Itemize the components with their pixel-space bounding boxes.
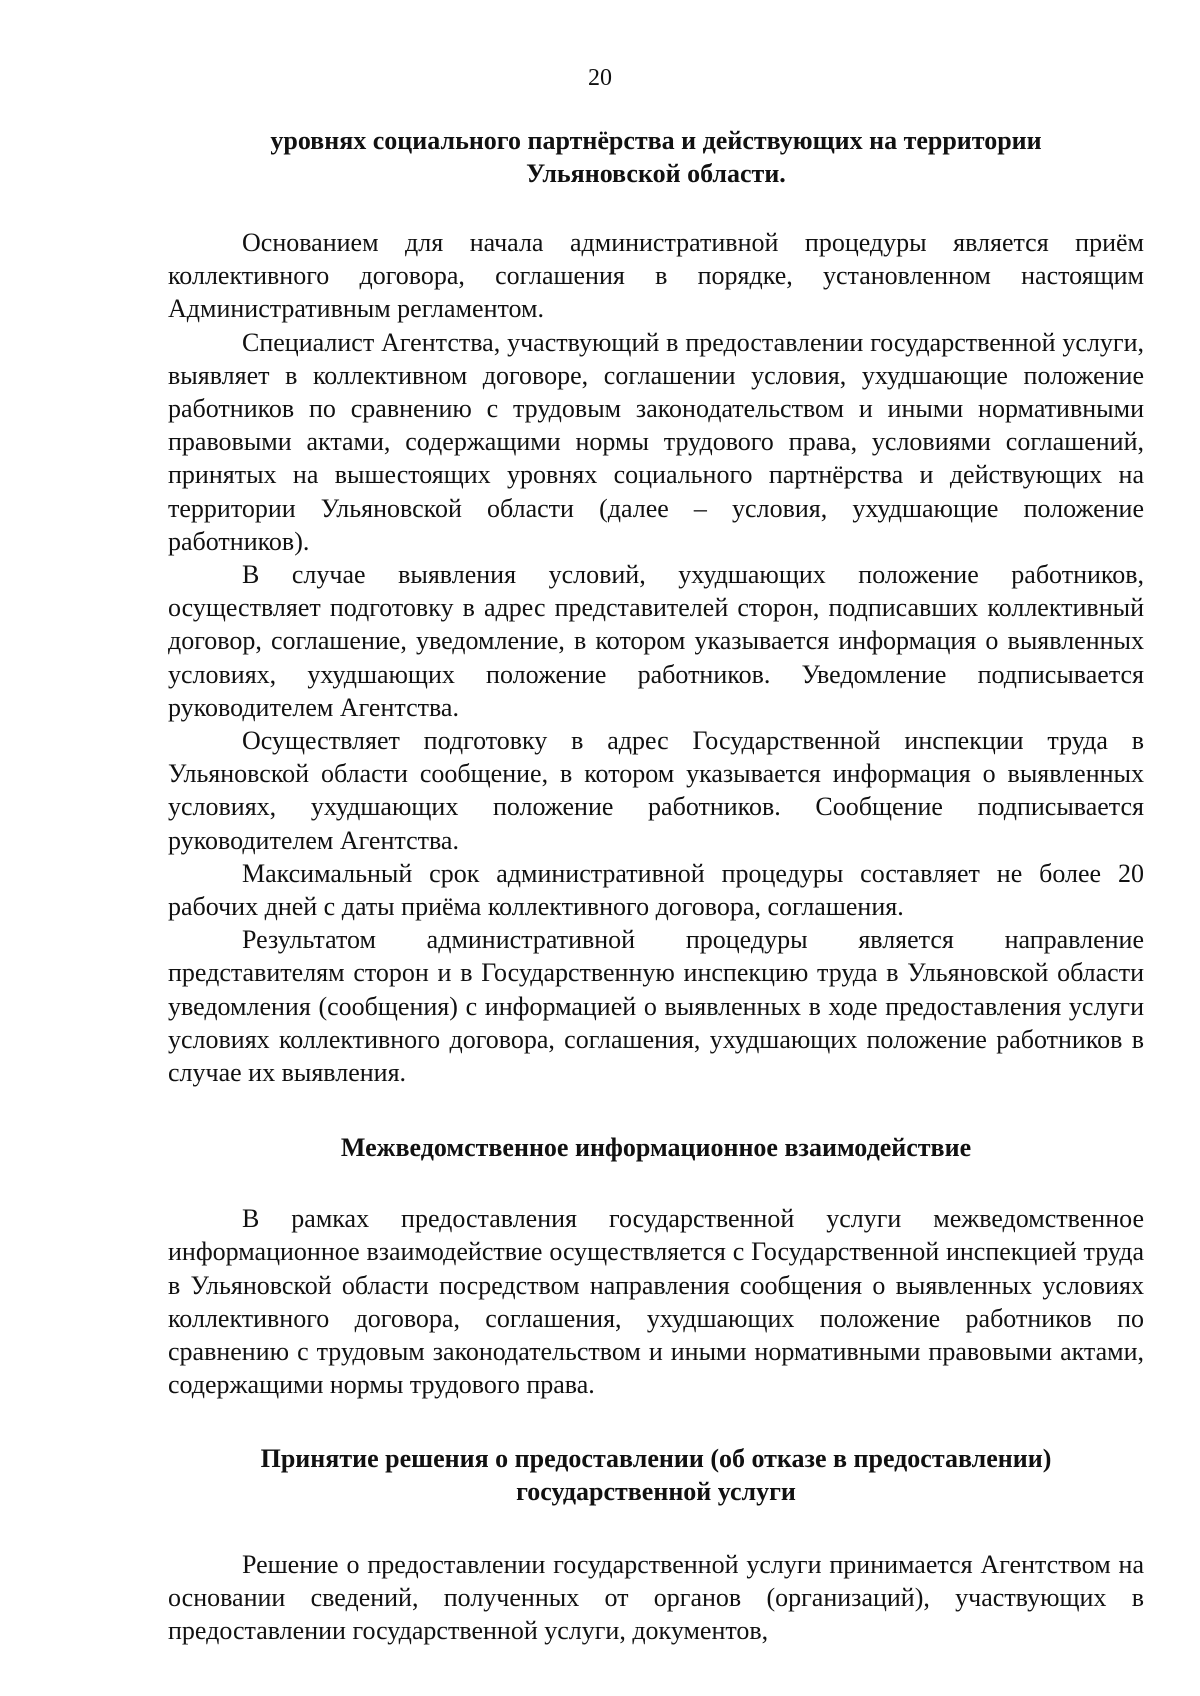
page-number: 20 bbox=[588, 65, 612, 91]
paragraph: Специалист Агентства, участвующий в предоставлении государственной услуги, выявляет в коллективном договоре, соглашении условия, ухудшающие положение работников по сравнению с трудовым законодательством и иными нормативными правовыми актами, содержащими нормы трудового права, условиями соглашений, принятых на вышестоящих уровнях социального партнёрства и действующих на территории Ульяновской области (далее – условия, ухудшающие положение работников). bbox=[168, 327, 1144, 556]
paragraph: Максимальный срок административной процедуры составляет не более 20 рабочих дней с даты приёма коллективного договора, соглашения. bbox=[168, 858, 1144, 922]
heading-line: уровнях социального партнёрства и действующих на территории bbox=[270, 126, 1042, 155]
paragraph: Результатом административной процедуры является направление представителям сторон и в Государственную инспекцию труда в Ульяновской области уведомления (сообщения) с информацией о выявленных в ходе предоставления услуги условиях коллективного договора, соглашения, ухудшающих положение работников в случае их выявления. bbox=[168, 925, 1144, 1088]
paragraph: Осуществляет подготовку в адрес Государственной инспекции труда в Ульяновской области сообщение, в котором указывается информация о выявленных условиях, ухудшающих положение работников. Сообщение подписывается руководителем Агентства. bbox=[168, 726, 1144, 855]
heading-line: государственной услуги bbox=[516, 1476, 796, 1506]
section-heading-decision bbox=[168, 1442, 1144, 1508]
paragraph: В случае выявления условий, ухудшающих положение работников, осуществляет подготовку в адрес представителей сторон, подписавших коллективный договор, соглашение, уведомление, в котором указывается информация о выявленных условиях, ухудшающих положение работников. Уведомление подписывается руководителем Агентства. bbox=[168, 560, 1144, 722]
section-heading-interagency: Межведомственное информационное взаимодействие bbox=[340, 1133, 972, 1163]
page-content bbox=[168, 124, 1144, 1647]
section-heading-continuation bbox=[168, 124, 1144, 190]
heading-line: Ульяновской области. bbox=[526, 159, 786, 188]
heading-line: Принятие решения о предоставлении (об отказе в предоставлении) bbox=[260, 1443, 1052, 1473]
paragraph: В рамках предоставления государственной услуги межведомственное информационное взаимодействие осуществляется с Государственной инспекцией труда в Ульяновской области посредством направления сообщения о выявленных условиях коллективного договора, соглашения, ухудшающих положение работников по сравнению с трудовым законодательством и иными нормативными правовыми актами, содержащими нормы трудового права. bbox=[168, 1204, 1144, 1400]
paragraph: Решение о предоставлении государственной услуги принимается Агентством на основании сведений, полученных от органов (организаций), участвующих в предоставлении государственной услуги, документов, bbox=[168, 1549, 1144, 1645]
paragraph: Основанием для начала административной процедуры является приём коллективного договора, соглашения в порядке, установленном настоящим Административным регламентом. bbox=[168, 228, 1144, 324]
